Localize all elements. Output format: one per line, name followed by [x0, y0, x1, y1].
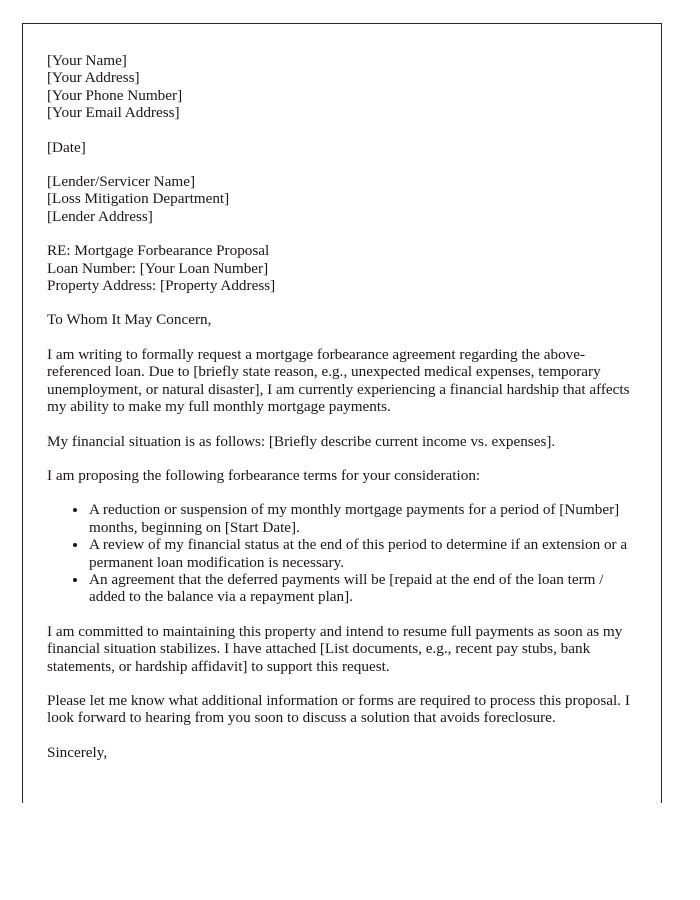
date-block — [47, 139, 639, 156]
sender-name: [Your Name] — [47, 52, 127, 69]
body-paragraph-request: I am writing to formally request a mortgage forbearance agreement regarding the above-referenced loan. Due to [briefly state reason, e.g., unexpected medical expenses, temporary unemployment, or natural disaster], I am currently experiencing a financial hardship that affects my ability to make my full monthly mortgage payments. — [47, 345, 630, 416]
sender-phone-number: [Your Phone Number] — [47, 86, 183, 104]
subject-line: RE: Mortgage Forbearance Proposal — [47, 242, 270, 260]
date-line: [Date] — [47, 138, 86, 156]
recipient-address: [Lender Address] — [47, 207, 153, 225]
reference-block — [47, 242, 639, 294]
list-item: • An agreement that the deferred payments will be [repaid at the end of the loan term / added to the balance via a repayment plan]. — [88, 571, 639, 606]
body-paragraph-next-steps: Please let me know what additional information or forms are required to process this proposal. I look forward to hearing from you soon to discuss a solution that avoids foreclosure. — [47, 691, 630, 727]
document-page — [22, 23, 662, 803]
salutation: To Whom It May Concern, — [47, 311, 212, 329]
loan-number-line: Loan Number: [Your Loan Number] — [47, 259, 269, 277]
body-paragraph-terms-intro: I am proposing the following forbearance terms for your consideration: — [47, 466, 481, 484]
sender-email-address: [Your Email Address] — [47, 104, 180, 122]
sender-street-address: [Your Address] — [47, 69, 140, 87]
list-item: • A reduction or suspension of my monthly mortgage payments for a period of [Number] months, beginning on [Start Date]. — [88, 501, 639, 536]
letter-content — [47, 52, 639, 761]
list-item: • A review of my financial status at the end of this period to determine if an extension or a permanent loan modification is necessary. — [88, 536, 639, 571]
sender-address-block — [47, 52, 639, 122]
recipient-address-block — [47, 173, 639, 225]
body-paragraph-financial-situation: My financial situation is as follows: [Briefly describe current income vs. expenses]. — [47, 432, 556, 450]
body-paragraph-commitment: I am committed to maintaining this property and intend to resume full payments as soon as my financial situation stabilizes. I have attached [List documents, e.g., recent pay stubs, bank statements, or hardship affidavit] to support this request. — [47, 622, 623, 675]
property-address-line: Property Address: [Property Address] — [47, 277, 276, 295]
recipient-department: [Loss Mitigation Department] — [47, 190, 230, 208]
closing-salutation: Sincerely, — [47, 743, 108, 761]
recipient-lender-name: [Lender/Servicer Name] — [47, 173, 195, 191]
proposed-terms-list — [47, 501, 639, 605]
